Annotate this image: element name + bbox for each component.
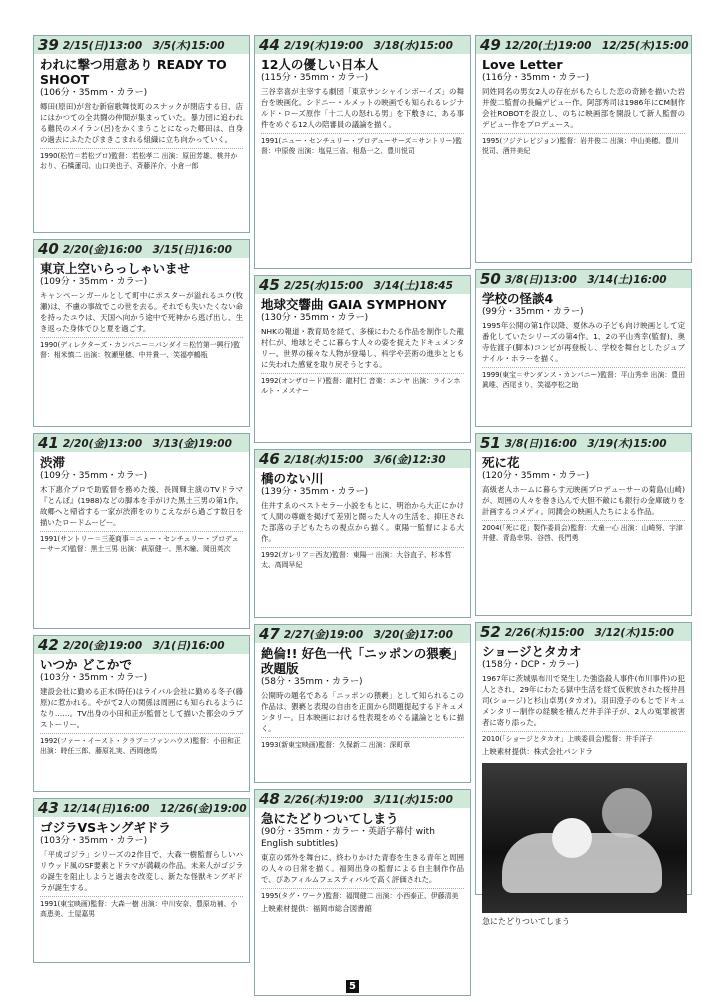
program-number: 41: [38, 434, 59, 452]
film-meta: (116分・35mm・カラー): [482, 73, 590, 83]
film-description: キャンペーンガールとして町中にポスターが溢れるユウ(牧瀬)は、不慮の事故でこの世を去る。それでも失いたくない命を持ったユウは、天国へ向かう途中で死神から逃げ出し、生き返った身体でひと夏を過ごす。: [40, 291, 243, 333]
film-description: 木下惠介プロで助監督を務めた後、長岡輝主演のTVドラマ『とんぼ』(1988)などの脚本を手がけた黒土三男の第1作。故郷へと帰省する一家が渋滞をのりこえながら過ごす数日を描いたロードムービー。: [40, 485, 243, 527]
film-meta: (120分・35mm・カラー): [482, 471, 590, 481]
program-entry: [33, 798, 250, 963]
program-header: [476, 36, 691, 54]
film-meta: (115分・35mm・カラー): [261, 73, 369, 83]
film-meta: (90分・35mm・カラー・英語字幕付 with English subtitles): [261, 827, 435, 849]
film-title: 橋のない川: [261, 471, 324, 486]
program-number: 44: [259, 36, 280, 54]
program-header: [34, 240, 249, 258]
film-still-photo: [482, 763, 687, 913]
program-entry: [475, 622, 692, 927]
column-middle: [254, 35, 471, 1002]
program-dates: 2/19(木)19:00 3/18(水)15:00: [283, 39, 453, 52]
program-entry: [33, 239, 250, 427]
program-dates: 2/25(水)15:00 3/14(土)18:45: [283, 279, 453, 292]
film-credits: 1990(松竹＝若松プロ)監督：若松孝二 出演：原田芳雄、桃井かおり、石橋蓮司、山口美也子、斉藤洋介、小倉一郎: [40, 148, 243, 171]
film-description: 1995年公開の第1作以降、夏休みの子ども向け映画として定番化していたシリーズの第4作。1、2の平山秀幸(監督)、奥寺佐渡子(脚本)コンビが再登板し、学校を舞台としたジュブナイル・ホラーを描く。: [482, 321, 685, 363]
film-credits: 1999(東宝＝サンダンス・カンパニー)監督：平山秀幸 出演：豊田眞唯、西尾まり、笑福亭松之助: [482, 367, 685, 390]
film-meta: (106分・35mm・カラー): [40, 88, 148, 98]
program-number: 39: [38, 36, 59, 54]
program-dates: 2/18(水)15:00 3/6(金)12:30: [283, 453, 446, 466]
film-title: 12人の優しい日本人: [261, 57, 379, 72]
program-dates: 2/26(木)19:00 3/11(水)15:00: [283, 793, 453, 806]
film-credits: 1992(ガレリア＝西友)監督：東陽一 出演：大谷直子、杉本哲太、高岡早紀: [261, 547, 464, 570]
program-number: 48: [259, 790, 280, 808]
program-number: 46: [259, 450, 280, 468]
film-title: 東京上空いらっしゃいませ: [40, 261, 191, 276]
program-number: 50: [480, 270, 501, 288]
program-dates: 3/8(日)13:00 3/14(土)16:00: [504, 273, 667, 286]
film-description: 東京の郊外を舞台に、終わりかけた青春を生きる青年と周囲の人々の日常を描く。福岡出身の監督による自主制作作品で、ぴあフィルムフェスティバルで高く評価された。: [261, 853, 464, 884]
film-title: ショージとタカオ: [482, 644, 582, 659]
program-header: [255, 36, 470, 54]
program-entry: [475, 433, 692, 616]
program-entry: [254, 624, 471, 783]
program-number: 52: [480, 623, 501, 641]
film-title: 急にたどりついてしまう: [261, 811, 399, 826]
program-number: 40: [38, 240, 59, 258]
film-credits: 1991(サントリー＝三菱商事＝ニュー・センチュリー・プロデューサーズ)監督：黒土三男 出演：萩原健一、黒木瞳、岡田英次: [40, 531, 243, 554]
film-meta: (109分・35mm・カラー): [40, 471, 148, 481]
program-header: [34, 36, 249, 54]
film-meta: (158分・DCP・カラー): [482, 660, 579, 670]
film-description: 建設会社に勤める正木(時任)はライバル会社に勤める冬子(藤原)に惹かれる。やがて2人の関係は周囲にも知られるようになり……。TV出身の小田和正が監督として描いた都会のラブストーリー。: [40, 687, 243, 729]
program-dates: 2/27(金)19:00 3/20(金)17:00: [283, 628, 453, 641]
film-title: Love Letter: [482, 57, 563, 72]
program-header: [34, 799, 249, 817]
program-header: [476, 434, 691, 452]
program-header: [255, 450, 470, 468]
program-dates: 2/20(金)13:00 3/13(金)19:00: [62, 437, 232, 450]
program-entry: [254, 275, 471, 443]
program-entry: [475, 269, 692, 427]
material-credit: 上映素材提供：株式会社パンドラ: [482, 747, 593, 757]
column-left: [33, 35, 250, 969]
film-credits: 1991(東宝映画)監督：大森一樹 出演：中川安奈、豊原功補、小高恵美、土屋嘉男: [40, 896, 243, 919]
film-credits: 1995(タグ・ワーク)監督：福間健二 出演：小西泰正、伊藤清美: [261, 888, 464, 901]
film-credits: 1992(ファー・イースト・クラブ＝ファンハウス)監督：小田和正 出演：時任三郎、藤原礼実、西岡徳馬: [40, 733, 243, 756]
program-dates: 12/20(土)19:00 12/25(木)15:00: [504, 39, 689, 52]
film-meta: (139分・35mm・カラー): [261, 487, 369, 497]
program-entry: [254, 35, 471, 269]
film-meta: (103分・35mm・カラー): [40, 836, 148, 846]
film-meta: (130分・35mm・カラー): [261, 313, 369, 323]
program-number: 43: [38, 799, 59, 817]
program-number: 49: [480, 36, 501, 54]
program-entry: [254, 449, 471, 618]
film-description: 「平成ゴジラ」シリーズの2作目で、大森一樹監督らしいハリウッド風のSF要素とドラマが満載の作品。未来人がゴジラの誕生を阻止しようと過去を改変し、新たな怪獣キングギドラが誕生する。: [40, 850, 243, 892]
film-description: 同姓同名の男女2人の存在がもたらした恋の奇跡を描いた岩井俊二監督の長編デビュー作。阿部秀司は1986年にCM制作会社ROBOTを設立し、のちに映画部を開設して新人監督のデビュー作をプロデュース。: [482, 87, 685, 129]
program-number: 51: [480, 434, 501, 452]
program-dates: 2/20(金)16:00 3/15(日)16:00: [62, 243, 232, 256]
program-entry: [254, 789, 471, 996]
program-header: [476, 270, 691, 288]
program-number: 45: [259, 276, 280, 294]
program-entry: [33, 433, 250, 629]
film-title: 死に花: [482, 455, 520, 470]
program-header: [476, 623, 691, 641]
film-description: NHKの報道・教育局を経て、多様にわたる作品を制作した龍村仁が、地球とそこに暮らす人々の姿を捉えたドキュメンタリー。世界の様々な人物が登場し、科学や芸術の進歩とともに失われた感覚を取り戻そうとする。: [261, 327, 464, 369]
film-description: 公開時の題名である「ニッポンの猥褻」として知られるこの作品は、猥褻と表現の自由を正面から問題提起するドキュメンタリー。日本映画における性表現をめぐる議論とともに描く。: [261, 691, 464, 733]
program-header: [34, 636, 249, 654]
program-header: [34, 434, 249, 452]
film-title: 絶倫!! 好色一代「ニッポンの猥褻」改題版: [261, 646, 464, 676]
column-right: [475, 35, 692, 927]
film-description: 三谷幸喜が主宰する劇団「東京サンシャインボーイズ」の舞台を映画化。シドニー・ルメットの映画でも知られるレジナルド・ローズ原作「十二人の怒れる男」を下敷きに、ある事件をめぐる12人の陪審員の議論を描く。: [261, 87, 464, 129]
program-header: [255, 276, 470, 294]
program-dates: 12/14(日)16:00 12/26(金)19:00: [62, 802, 247, 815]
film-credits: 1995(フジテレビジョン)監督：岩井俊二 出演：中山美穂、豊川悦司、酒井美紀: [482, 133, 685, 156]
film-description: 郷田(原田)が営む新宿歌舞伎町のスナックが閉店する日、店にはかつての全共闘の仲間が集まっていた。暴力団に追われる難民のメイラン(呂)をかくまうことになった郷田は、自身の過去にふたたびまきこまれる組織に立ち向かっていく。: [40, 102, 243, 144]
film-title: ゴジラVSキングギドラ: [40, 820, 171, 835]
film-title: いつか どこかで: [40, 657, 132, 672]
film-credits: 2004(「死に花」製作委員会)監督：犬童一心 出演：山崎努、宇津井健、青島幸男、谷啓、長門勇: [482, 520, 685, 543]
film-description: 高級老人ホームに暮らす元映画プロデューサーの菊島(山崎)が、周囲の人々を巻き込んで大胆不敵にも銀行の金庫破りを計画するコメディ。同潤会の映画人たちによる作品。: [482, 485, 685, 516]
program-dates: 2/26(木)15:00 3/12(木)15:00: [504, 626, 674, 639]
film-description: 1967年に茨城県布川で発生した強盗殺人事件(布川事件)の犯人とされ、29年にわたる獄中生活を経て仮釈放された桜井昌司(ショージ)と杉山卓男(タカオ)。羽田澄子のもとでドキュメンタリー制作の経験を積んだ井手洋子が、2人の冤罪被害者に寄り添った。: [482, 674, 685, 727]
photo-caption: 急にたどりついてしまう: [482, 917, 570, 927]
program-number: 47: [259, 625, 280, 643]
film-credits: 1991(ニュー・センチュリー・プロデューサーズ＝サントリー)監督：中原俊 出演：塩見三省、相島一之、豊川悦司: [261, 133, 464, 156]
film-title: 学校の怪談4: [482, 291, 554, 306]
program-dates: 2/20(金)19:00 3/1(日)16:00: [62, 639, 225, 652]
film-title: われに撃つ用意あり READY TO SHOOT: [40, 57, 227, 87]
film-title: 渋滞: [40, 455, 66, 470]
film-meta: (99分・35mm・カラー): [482, 307, 584, 317]
program-number: 42: [38, 636, 59, 654]
film-meta: (58分・35mm・カラー): [261, 677, 363, 687]
film-credits: 1990(ディレクターズ・カンパニー＝バンダイ＝松竹第一興行)監督：相米慎二 出演：牧瀬里穂、中井貴一、笑福亭鶴瓶: [40, 337, 243, 360]
page-number: 5: [346, 980, 359, 993]
film-credits: 1993(新東宝映画)監督：久保新二 出演：深町章: [261, 737, 464, 750]
film-meta: (109分・35mm・カラー): [40, 277, 148, 287]
program-entry: [33, 635, 250, 792]
program-dates: 2/15(日)13:00 3/5(木)15:00: [62, 39, 225, 52]
film-title: 地球交響曲 GAIA SYMPHONY: [261, 297, 447, 312]
film-credits: 1992(オンザロード)監督：龍村仁 音楽：エンヤ 出演：ラインホルト・メスナー: [261, 373, 464, 396]
film-credits: 2010(「ショージとタカオ」上映委員会)監督：井手洋子: [482, 731, 685, 744]
film-meta: (103分・35mm・カラー): [40, 673, 148, 683]
material-credit: 上映素材提供：福岡市総合図書館: [261, 904, 372, 914]
film-description: 住井すゑのベストセラー小説をもとに、明治から大正にかけて人間の尊厳を掲げて差別と闘った人々の生活を、抑圧された部落の子どもたちの視点から描く。東陽一監督による大作。: [261, 501, 464, 543]
program-dates: 3/8(日)16:00 3/19(木)15:00: [504, 437, 667, 450]
program-header: [255, 625, 470, 643]
still-photo-block: [482, 763, 685, 927]
program-entry: [33, 35, 250, 233]
program-header: [255, 790, 470, 808]
program-entry: [475, 35, 692, 263]
